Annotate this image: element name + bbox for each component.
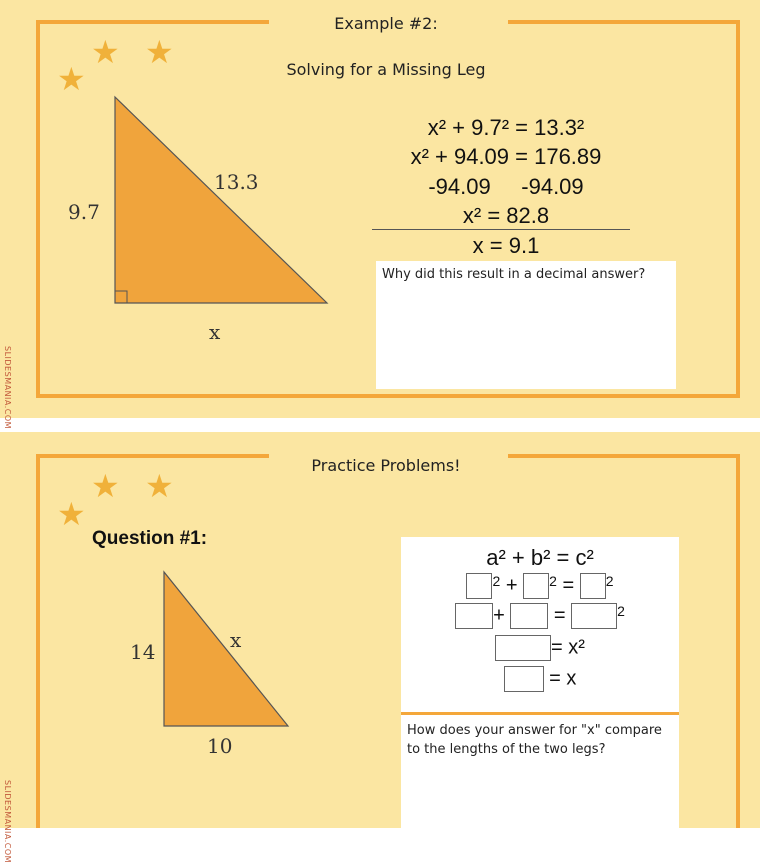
- star-icon: ★: [145, 34, 174, 70]
- pythagorean-formula: a² + b² = c²: [486, 545, 594, 570]
- squares-row: + = $^2$: [401, 603, 679, 629]
- hypotenuse-label: 13.3: [214, 170, 259, 194]
- star-icon: ★: [145, 468, 174, 504]
- blank-box[interactable]: [466, 573, 492, 599]
- border-right: [736, 454, 740, 828]
- star-icon: ★: [57, 61, 86, 97]
- equation-line-4: x² = 82.8: [462, 203, 550, 228]
- blank-box[interactable]: [495, 635, 551, 661]
- slide-practice-problems: [0, 432, 760, 863]
- star-icon: ★: [91, 468, 120, 504]
- reflection-question: Why did this result in a decimal answer?: [382, 267, 646, 282]
- star-icon: ★: [57, 496, 86, 532]
- equation-divider: [372, 229, 630, 230]
- watermark: SLIDESMANIA.COM: [3, 780, 12, 863]
- leg-label: 14: [130, 640, 156, 664]
- unknown-leg-label: x: [209, 320, 221, 344]
- blank-box[interactable]: [504, 666, 544, 692]
- practice-triangle-diagram: [0, 432, 400, 828]
- hypotenuse-label: x: [230, 628, 242, 652]
- blank-box[interactable]: [571, 603, 617, 629]
- slide-title: Practice Problems!: [311, 456, 461, 475]
- answer-row: = x: [401, 666, 679, 692]
- substitution-row: $^2$ + $^2$ = $^2$: [401, 573, 679, 599]
- blank-box[interactable]: [510, 603, 548, 629]
- equation-line-1: x² + 9.7² = 13.3²: [427, 115, 585, 140]
- equation-line-3: -94.09 -94.09: [428, 174, 584, 199]
- base-label: 10: [207, 734, 233, 758]
- blank-box[interactable]: [523, 573, 549, 599]
- blank-box[interactable]: [580, 573, 606, 599]
- answer-box[interactable]: [401, 715, 679, 828]
- question-label: Question #1:: [92, 528, 208, 549]
- triangle-shape: [164, 572, 288, 726]
- slide-title: Example #2:: [334, 14, 438, 33]
- sum-row: = x²: [401, 635, 679, 661]
- slide-subtitle: Solving for a Missing Leg: [286, 60, 486, 79]
- reflection-prompt: How does your answer for "x" compare to the lengths of the two legs?: [407, 723, 662, 757]
- formula-worksheet: [401, 537, 679, 713]
- leg-label: 9.7: [68, 200, 100, 224]
- answer-box[interactable]: [376, 261, 676, 389]
- watermark: SLIDESMANIA.COM: [3, 346, 12, 430]
- equation-line-5: x = 9.1: [472, 233, 540, 258]
- equation-line-2: x² + 94.09 = 176.89: [410, 144, 602, 169]
- star-icon: ★: [91, 34, 120, 70]
- blank-box[interactable]: [455, 603, 493, 629]
- triangle-shape: [115, 97, 327, 303]
- slide-example-2: [0, 0, 760, 430]
